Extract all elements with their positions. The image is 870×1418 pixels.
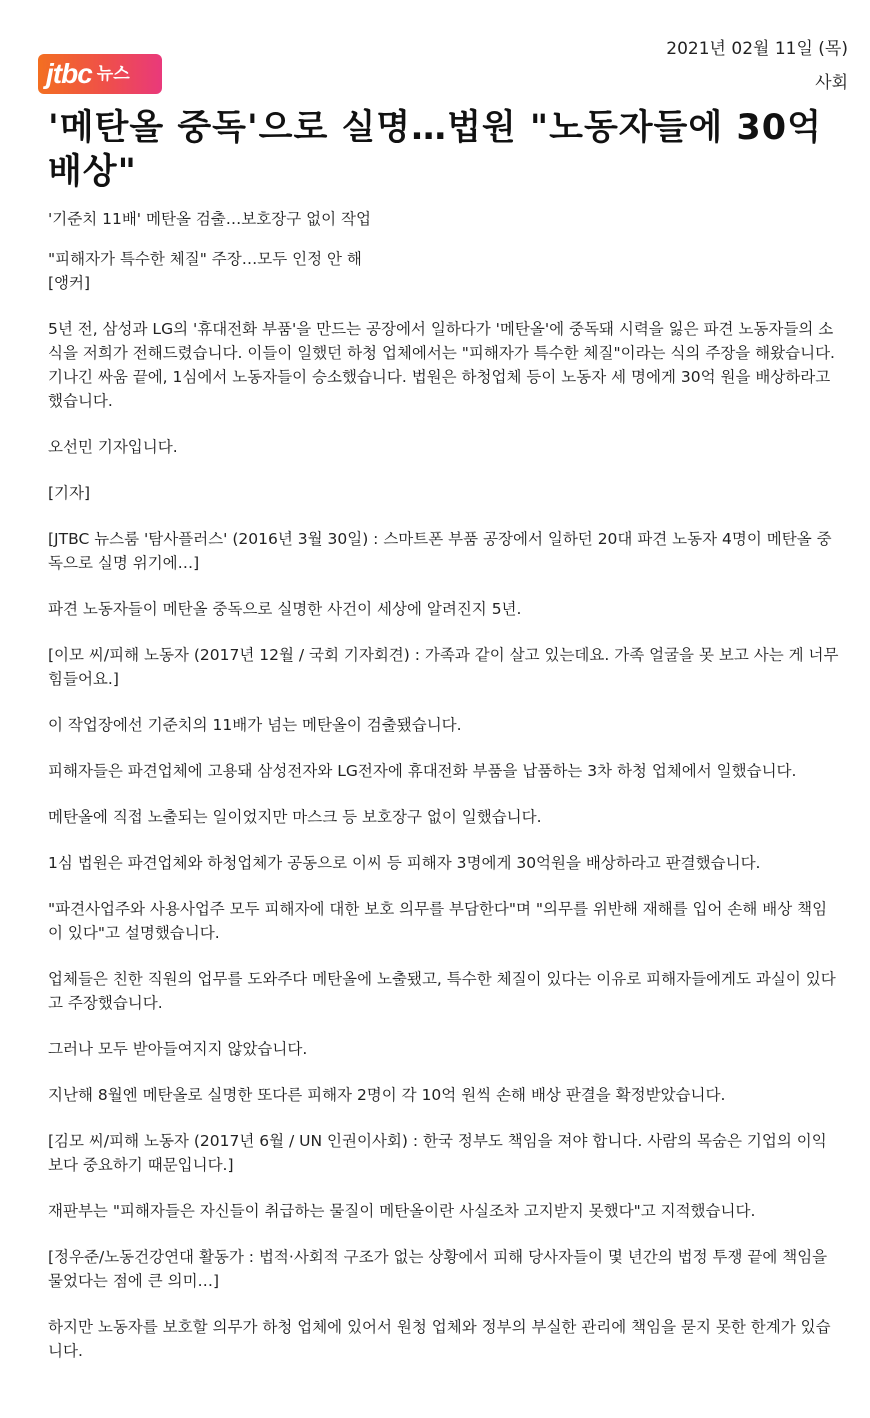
paragraph: 오선민 기자입니다. <box>48 438 178 456</box>
paragraph: [기자] <box>48 484 91 502</box>
article-headline: '메탄올 중독'으로 실명…법원 "노동자들에 30억 배상" <box>48 108 822 192</box>
section-label: 사회 <box>815 73 848 93</box>
article-body <box>48 207 840 1363</box>
paragraph: 1심 법원은 파견업체와 하청업체가 공동으로 이씨 등 피해자 3명에게 30억원을 배상하라고 판결했습니다. <box>48 854 761 872</box>
logo-mark: jtbc <box>46 58 92 89</box>
paragraph: 하지만 노동자를 보호할 의무가 하청 업체에 있어서 원청 업체와 정부의 부실한 관리에 책임을 묻지 못한 한계가 있습니다. <box>48 1318 831 1360</box>
paragraph: [김모 씨/피해 노동자 (2017년 6월 / UN 인권이사회) : 한국 정부도 책임을 져야 합니다. 사람의 목숨은 기업의 이익보다 중요하기 때문입니다.] <box>48 1132 827 1174</box>
subtitle-1: '기준치 11배' 메탄올 검출…보호장구 없이 작업 <box>48 210 371 228</box>
paragraph: [JTBC 뉴스룸 '탐사플러스' (2016년 3월 30일) : 스마트폰 부품 공장에서 일하던 20대 파견 노동자 4명이 메탄올 중독으로 실명 위기에…] <box>48 530 832 572</box>
paragraph: 메탄올에 직접 노출되는 일이었지만 마스크 등 보호장구 없이 일했습니다. <box>48 808 542 826</box>
logo-sub: 뉴스 <box>96 63 130 84</box>
paragraph: [이모 씨/피해 노동자 (2017년 12월 / 국회 기자회견) : 가족과 같이 살고 있는데요. 가족 얼굴을 못 보고 사는 게 너무 힘들어요.] <box>48 646 839 688</box>
subtitle-2: "피해자가 특수한 체질" 주장…모두 인정 안 해 <box>48 250 362 268</box>
article-header <box>0 0 870 100</box>
paragraph: 업체들은 친한 직원의 업무를 도와주다 메탄올에 노출됐고, 특수한 체질이 있다는 이유로 피해자들에게도 과실이 있다고 주장했습니다. <box>48 970 836 1012</box>
paragraph: 피해자들은 파견업체에 고용돼 삼성전자와 LG전자에 휴대전화 부품을 납품하는 3차 하청 업체에서 일했습니다. <box>48 762 797 780</box>
jtbc-news-logo[interactable] <box>38 54 162 94</box>
paragraph: 이 작업장에선 기준치의 11배가 넘는 메탄올이 검출됐습니다. <box>48 716 462 734</box>
publish-date: 2021년 02월 11일 (목) <box>666 39 848 59</box>
paragraph: "파견사업주와 사용사업주 모두 피해자에 대한 보호 의무를 부담한다"며 "의무를 위반해 재해를 입어 손해 배상 책임이 있다"고 설명했습니다. <box>48 900 828 942</box>
paragraph: 파견 노동자들이 메탄올 중독으로 실명한 사건이 세상에 알려진지 5년. <box>48 600 522 618</box>
anchor-tag: [앵커] <box>48 274 91 292</box>
paragraph: 재판부는 "피해자들은 자신들이 취급하는 물질이 메탄올이란 사실조차 고지받지 못했다"고 지적했습니다. <box>48 1202 756 1220</box>
paragraph: 그러나 모두 받아들여지지 않았습니다. <box>48 1040 308 1058</box>
paragraph: [정우준/노동건강연대 활동가 : 법적·사회적 구조가 없는 상황에서 피해 당사자들이 몇 년간의 법정 투쟁 끝에 책임을 물었다는 점에 큰 의미…] <box>48 1248 828 1290</box>
paragraph: 지난해 8월엔 메탄올로 실명한 또다른 피해자 2명이 각 10억 원씩 손해 배상 판결을 확정받았습니다. <box>48 1086 726 1104</box>
paragraph: 5년 전, 삼성과 LG의 '휴대전화 부품'을 만드는 공장에서 일하다가 '메탄올'에 중독돼 시력을 잃은 파견 노동자들의 소식을 저희가 전해드렸습니다. 이들이 일했던 하청 업체에서는 "피해자가 특수한 체질"이라는 식의 주장을 해왔습니다. 기나긴 싸움 끝에, 1심에서 노동자들이 승소했습니다. 법원은 하청업체 등이 노동자 세 명에게 30억 원을 배상하라고 했습니다. <box>48 320 835 410</box>
